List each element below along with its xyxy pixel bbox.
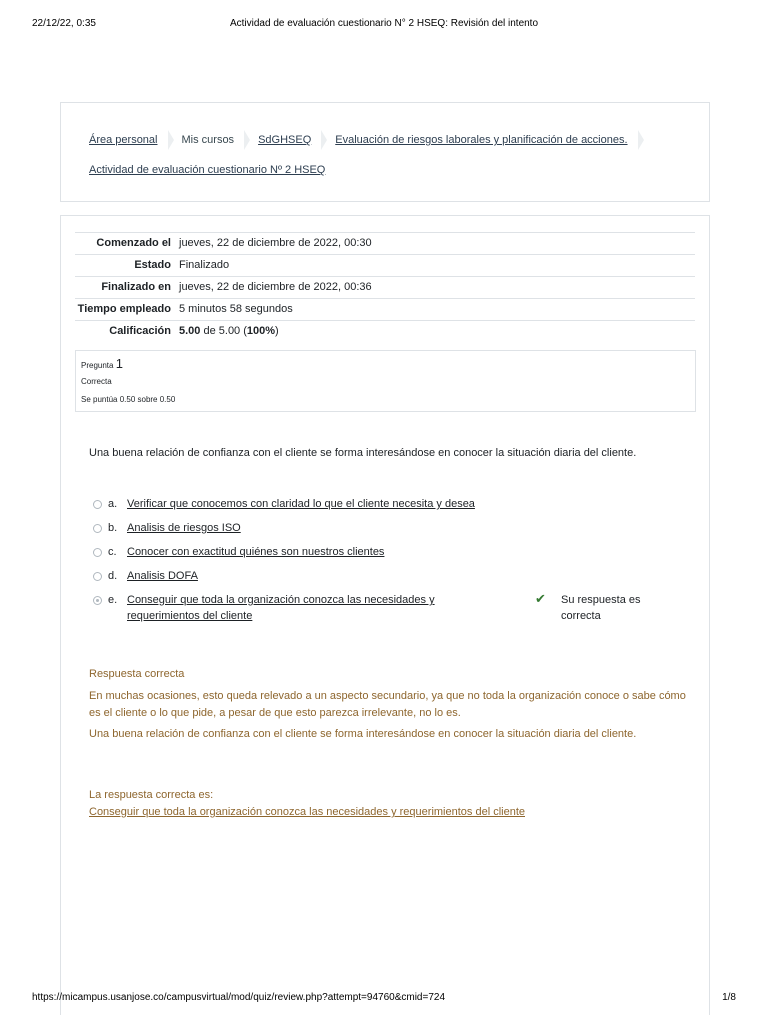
- question-outcome: [89, 666, 689, 821]
- breadcrumb-card: [60, 102, 710, 202]
- breadcrumb-item-mis-cursos: Mis cursos: [181, 134, 235, 146]
- outcome-heading: Respuesta correcta: [89, 668, 185, 680]
- breadcrumb-item-course[interactable]: SdGHSEQ: [258, 134, 312, 146]
- radio-button-selected[interactable]: [93, 596, 102, 605]
- question-grade: Se puntúa 0.50 sobre 0.50: [81, 395, 176, 404]
- table-row: [75, 321, 695, 343]
- breadcrumb-separator: [321, 130, 327, 150]
- outcome-paragraph-2: Una buena relación de confianza con el cliente se forma interesándose en conocer la situación diaria del cliente.: [89, 728, 637, 740]
- table-row: [75, 277, 695, 299]
- grade-rest: de 5.00 (: [200, 325, 247, 337]
- breadcrumb-separator: [638, 130, 644, 150]
- answer-letter: e.: [108, 594, 118, 606]
- radio-button[interactable]: [93, 572, 102, 581]
- grade-value: [179, 321, 695, 343]
- finished-value: jueves, 22 de diciembre de 2022, 00:36: [179, 281, 372, 293]
- radio-button[interactable]: [93, 524, 102, 533]
- breadcrumb-separator: [168, 130, 174, 150]
- started-value: jueves, 22 de diciembre de 2022, 00:30: [179, 237, 372, 249]
- grade-close: ): [275, 325, 279, 337]
- answer-text[interactable]: Verificar que conocemos con claridad lo que el cliente necesita y desea: [127, 498, 475, 510]
- answer-option-e[interactable]: [93, 592, 693, 628]
- grade-percent: 100%: [246, 325, 276, 337]
- question-text: Una buena relación de confianza con el cliente se forma interesándose en conocer la situación diaria del cliente.: [89, 447, 637, 459]
- answer-text[interactable]: Analisis DOFA: [127, 570, 198, 582]
- time-label: Tiempo empleado: [77, 303, 171, 315]
- grade-score: 5.00: [179, 325, 201, 337]
- answer-text[interactable]: Analisis de riesgos ISO: [127, 522, 241, 534]
- attempt-summary-table: [75, 232, 695, 342]
- check-icon: ✔: [535, 591, 546, 606]
- grade-label: Calificación: [109, 325, 171, 337]
- question-number-value: 1: [115, 356, 123, 371]
- print-title: Actividad de evaluación cuestionario N° 2 HSEQ: Revisión del intento: [229, 18, 539, 29]
- answer-letter: d.: [108, 570, 118, 582]
- breadcrumb-item-area-personal[interactable]: Área personal: [89, 134, 158, 146]
- time-value: 5 minutos 58 segundos: [179, 303, 293, 315]
- breadcrumb-separator: [244, 130, 250, 150]
- state-value: Finalizado: [179, 259, 230, 271]
- answer-letter: c.: [108, 546, 117, 558]
- right-answer-text: Conseguir que toda la organización conozca las necesidades y requerimientos del cliente: [89, 806, 525, 818]
- radio-button[interactable]: [93, 500, 102, 509]
- radio-button[interactable]: [93, 548, 102, 557]
- question-info-box: [75, 350, 696, 412]
- outcome-paragraph-1: En muchas ocasiones, esto queda relevado a un aspecto secundario, ya que no toda la organización conoce o sabe cómo es el cliente o lo que pide, a pesar de que esto parezca irrelevante, no lo es.: [89, 690, 686, 719]
- answer-feedback: Su respuesta es correcta: [561, 594, 641, 622]
- print-page-number: 1/8: [722, 992, 736, 1003]
- breadcrumb-item-quiz[interactable]: Actividad de evaluación cuestionario Nº 2 HSEQ: [89, 164, 326, 176]
- state-label: Estado: [134, 259, 171, 271]
- question-number: [81, 356, 123, 371]
- finished-label: Finalizado en: [101, 281, 171, 293]
- print-url: https://micampus.usanjose.co/campusvirtual/mod/quiz/review.php?attempt=94760&cmid=724: [32, 992, 446, 1003]
- answer-letter: a.: [108, 498, 118, 510]
- quiz-review-card: [60, 215, 710, 1015]
- print-header: [0, 16, 768, 32]
- answer-text[interactable]: Conocer con exactitud quiénes son nuestros clientes: [127, 546, 385, 558]
- started-label: Comenzado el: [96, 237, 171, 249]
- print-date: 22/12/22, 0:35: [32, 18, 96, 29]
- answer-text[interactable]: Conseguir que toda la organización conozca las necesidades y requerimientos del cliente: [127, 594, 435, 622]
- question-label: Pregunta: [81, 361, 114, 370]
- right-answer-label: La respuesta correcta es:: [89, 789, 214, 801]
- print-footer: [0, 990, 768, 1006]
- breadcrumb-item-section[interactable]: Evaluación de riesgos laborales y planificación de acciones.: [335, 134, 628, 146]
- table-row: [75, 299, 695, 321]
- answer-letter: b.: [108, 522, 118, 534]
- table-row: [75, 255, 695, 277]
- question-state: Correcta: [81, 377, 112, 386]
- table-row: [75, 233, 695, 255]
- breadcrumb: [89, 125, 689, 185]
